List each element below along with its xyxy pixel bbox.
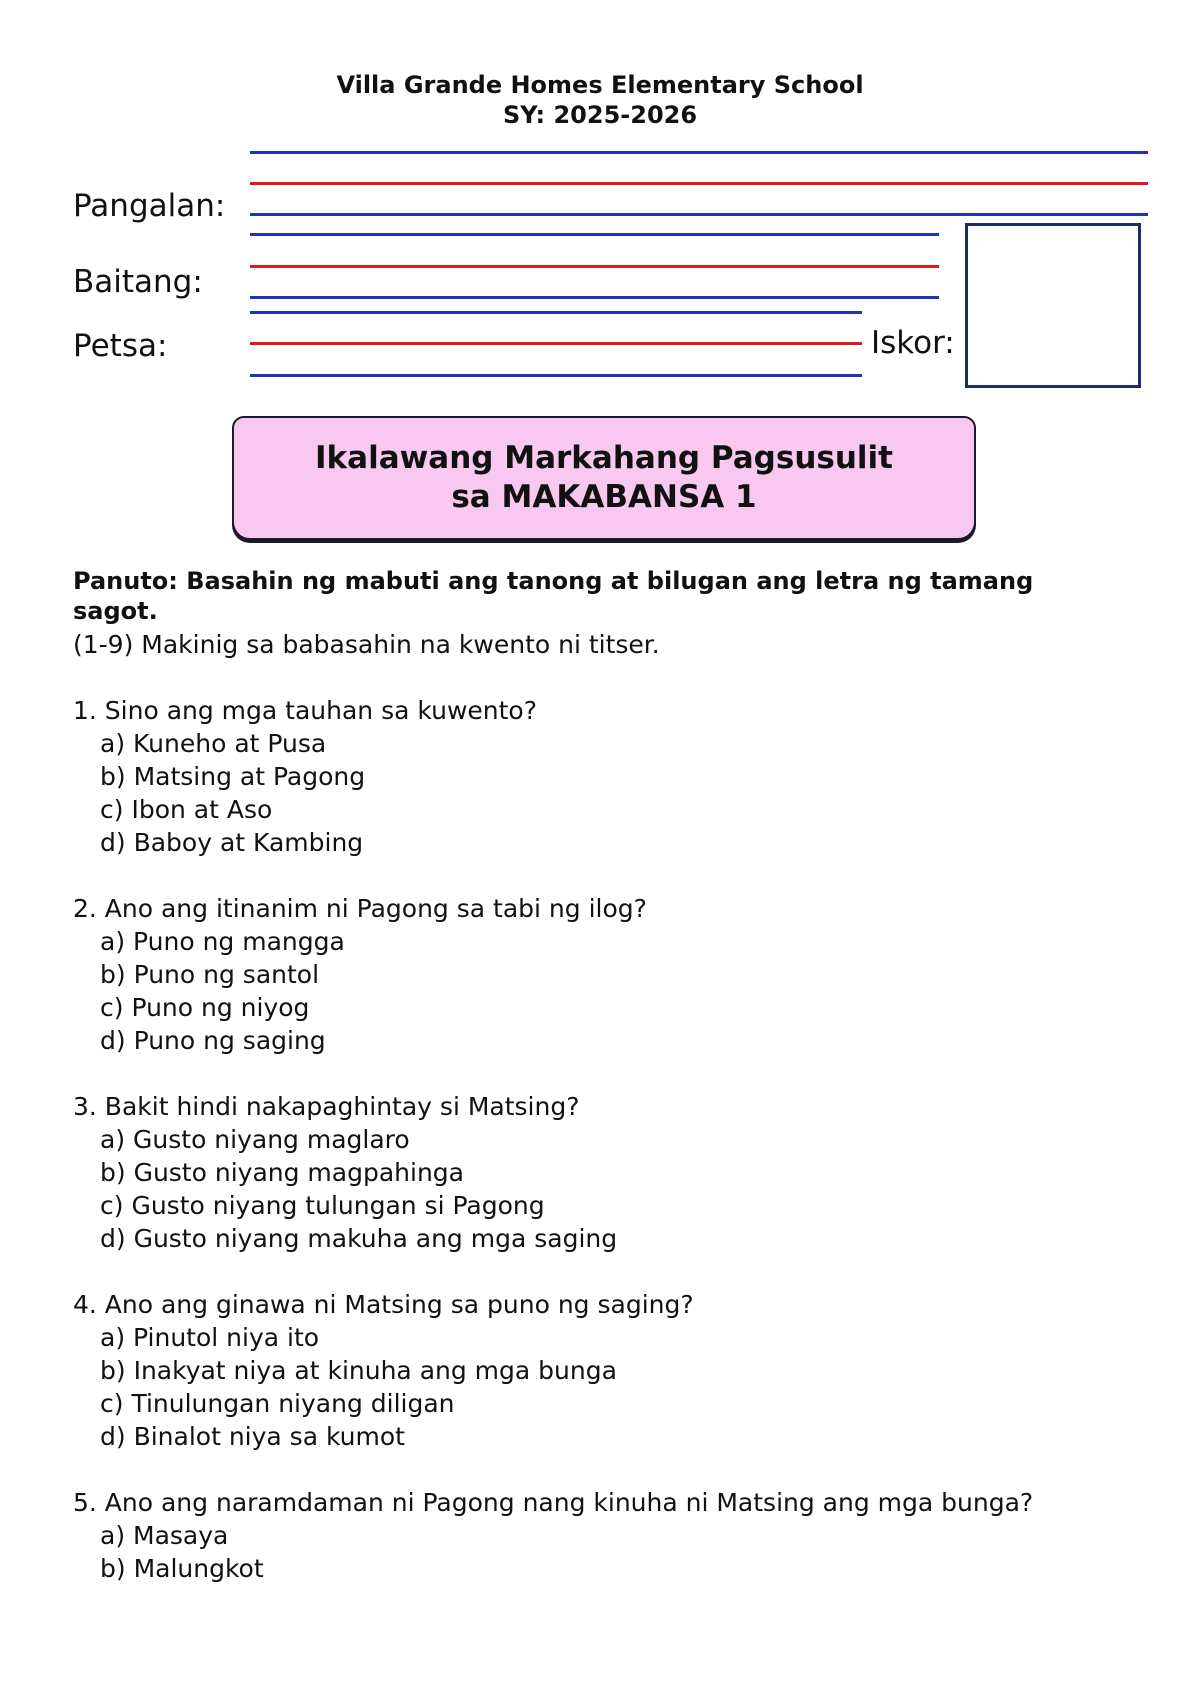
choice-a[interactable]: a) Pinutol niya ito xyxy=(100,1323,320,1352)
document-header xyxy=(0,70,1200,130)
grade-guide-mid xyxy=(250,265,939,268)
exam-title-line1: Ikalawang Markahang Pagsusulit xyxy=(315,440,893,476)
choice-d[interactable]: d) Baboy at Kambing xyxy=(100,828,364,857)
exam-title-line2: sa MAKABANSA 1 xyxy=(451,479,757,515)
name-guide-mid xyxy=(250,182,1148,185)
choice-b[interactable]: b) Gusto niyang magpahinga xyxy=(100,1158,464,1187)
name-label: Pangalan: xyxy=(73,188,226,224)
date-guide-mid xyxy=(250,342,862,345)
choice-a[interactable]: a) Puno ng mangga xyxy=(100,927,345,956)
question-4 xyxy=(73,1288,1123,1453)
name-guide-base[interactable] xyxy=(250,213,1148,216)
choice-b[interactable]: b) Puno ng santol xyxy=(100,960,320,989)
score-label: Iskor: xyxy=(871,325,955,361)
name-guide-top xyxy=(250,151,1148,154)
question-3 xyxy=(73,1090,1123,1255)
date-guide-base[interactable] xyxy=(250,374,862,377)
choice-c[interactable]: c) Ibon at Aso xyxy=(100,795,273,824)
school-year: SY: 2025-2026 xyxy=(502,101,698,129)
choice-a[interactable]: a) Gusto niyang maglaro xyxy=(100,1125,410,1154)
choice-b[interactable]: b) Inakyat niya at kinuha ang mga bunga xyxy=(100,1356,617,1385)
question-2 xyxy=(73,892,1123,1057)
question-text: 4. Ano ang ginawa ni Matsing sa puno ng saging? xyxy=(73,1290,694,1319)
grade-guide-top xyxy=(250,233,939,236)
choice-d[interactable]: d) Gusto niyang makuha ang mga saging xyxy=(100,1224,618,1253)
score-box[interactable] xyxy=(965,223,1141,388)
choice-c[interactable]: c) Gusto niyang tulungan si Pagong xyxy=(100,1191,545,1220)
choice-b[interactable]: b) Malungkot xyxy=(100,1554,264,1583)
choice-d[interactable]: d) Binalot niya sa kumot xyxy=(100,1422,405,1451)
choice-b[interactable]: b) Matsing at Pagong xyxy=(100,762,366,791)
school-name: Villa Grande Homes Elementary School xyxy=(336,71,864,99)
choice-a[interactable]: a) Kuneho at Pusa xyxy=(100,729,327,758)
choice-a[interactable]: a) Masaya xyxy=(100,1521,229,1550)
exam-title-banner xyxy=(232,416,976,540)
question-1 xyxy=(73,694,1123,859)
grade-label: Baitang: xyxy=(73,264,203,300)
choice-c[interactable]: c) Puno ng niyog xyxy=(100,993,310,1022)
listening-note: (1-9) Makinig sa babasahin na kwento ni titser. xyxy=(73,630,660,659)
choice-c[interactable]: c) Tinulungan niyang diligan xyxy=(100,1389,455,1418)
question-text: 2. Ano ang itinanim ni Pagong sa tabi ng ilog? xyxy=(73,894,647,923)
exam-body xyxy=(73,566,1123,1585)
question-text: 5. Ano ang naramdaman ni Pagong nang kinuha ni Matsing ang mga bunga? xyxy=(73,1488,1034,1517)
choice-d[interactable]: d) Puno ng saging xyxy=(100,1026,326,1055)
question-5 xyxy=(73,1486,1123,1585)
date-guide-top xyxy=(250,311,862,314)
instructions: Panuto: Basahin ng mabuti ang tanong at bilugan ang letra ng tamang sagot. xyxy=(73,567,1034,625)
date-label: Petsa: xyxy=(73,328,168,364)
question-text: 3. Bakit hindi nakapaghintay si Matsing? xyxy=(73,1092,580,1121)
question-text: 1. Sino ang mga tauhan sa kuwento? xyxy=(73,696,537,725)
grade-guide-base[interactable] xyxy=(250,296,939,299)
